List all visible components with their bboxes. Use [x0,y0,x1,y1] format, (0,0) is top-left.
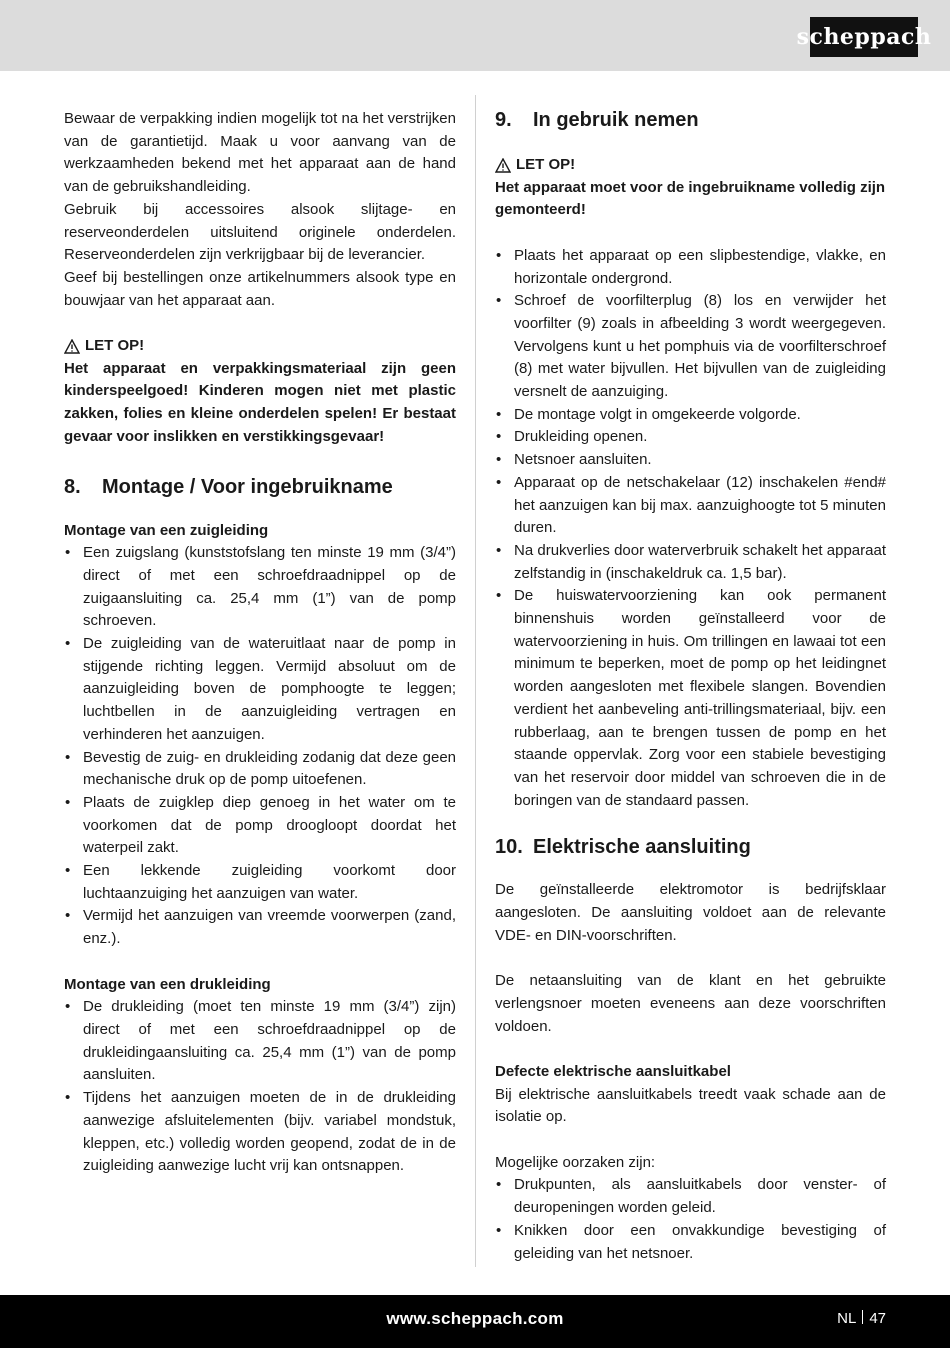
list-item: • De drukleiding (moet ten minste 19 mm (3/4”) zijn) direct of met een schroefdraadnippel op de drukleidingaansluiting ca. 25,4 mm (1”) van de pomp aansluiten. [64,996,456,1087]
website-link[interactable]: www.scheppach.com [386,1309,564,1328]
list-item: • Apparaat op de netschakelaar (12) inschakelen #end# het aanzuigen kan bij max. aanzuighoogte tot 5 minuten duren. [495,472,886,540]
warning-triangle-icon [64,339,80,354]
list-item: • Drukpunten, als aansluitkabels door venster- of deuropeningen worden geleid. [495,1174,886,1219]
body-paragraph: De netaansluiting van de klant en het gebruikte verlengsnoer moeten eveneens aan deze voorschriften voldoen. [495,972,886,1035]
body-paragraph: Bij elektrische aansluitkabels treedt vaak schade aan de isolatie op. [495,1085,886,1126]
section-10-heading: 10. Elektrische aansluiting [495,836,751,859]
page-indicator [837,1310,886,1327]
list-item: • De zuigleiding van de wateruitlaat naar de pomp in stijgende richting leggen. Vermijd absoluut om de aanzuigleiding boven de pomphoogte te leggen; luchtbellen in de aanzuigleiding vertragen en verhinderen het aanzuigen. [64,633,456,747]
right-column [495,108,886,1265]
body-paragraph: De geïnstalleerde elektromotor is bedrijfsklaar aangesloten. De aansluiting voldoet aan de relevante VDE- en DIN-voorschriften. [495,881,886,944]
list-item: • De montage volgt in omgekeerde volgorde. [495,404,886,427]
suction-heading: Montage van een zuigleiding [64,521,269,539]
suction-list [64,542,456,951]
list-item: • Een lekkende zuigleiding voorkomt door luchtaanzuiging het aanzuigen van water. [64,860,456,905]
warning-triangle-icon [495,158,511,173]
pressure-list [64,996,456,1178]
list-item: • Schroef de voorfilterplug (8) los en verwijder het voorfilter (9) zoals in afbeelding 3 wordt weergegeven. Vervolgens kunt u het pomphuis via de voorfilterschroef (8) met water bijvullen. Het bijvullen van de zuigleiding versnelt de aanzuiging. [495,290,886,404]
language-code: NL [837,1310,857,1327]
list-item: • Plaats het apparaat op een slipbestendige, vlakke, en horizontale ondergrond. [495,245,886,290]
warning-label: LET OP! [495,154,886,177]
footer-bar [0,1295,950,1348]
warning-label: LET OP! [64,335,456,358]
section-9-heading: 9. In gebruik nemen [495,109,699,131]
header-bar [0,0,950,71]
causes-intro: Mogelijke oorzaken zijn: [495,1153,656,1171]
intro-paragraph: Geef bij bestellingen onze artikelnummers alsook type en bouwjaar van het apparaat aan. [64,268,456,309]
warning-text: Het apparaat en verpakkingsmateriaal zijn geen kinderspeelgoed! Kinderen mogen niet met plastic zakken, folies en kleine onderdelen spelen! Er bestaat gevaar voor inslikken en verstikkingsgevaar! [64,359,456,445]
list-item: • Na drukverlies door waterverbruik schakelt het apparaat zelfstandig in (inschakeldruk ca. 1,5 bar). [495,540,886,585]
section-8-heading: 8. Montage / Voor ingebruikname [64,475,393,498]
cable-heading: Defecte elektrische aansluitkabel [495,1062,731,1080]
causes-list [495,1174,886,1265]
list-item: • Knikken door een onvakkundige bevestiging of geleiding van het netsnoer. [495,1220,886,1265]
list-item: • Drukleiding openen. [495,426,886,449]
brand-logo: scheppach [810,17,918,57]
list-item: • Bevestig de zuig- en drukleiding zodanig dat deze geen mechanische druk op de pomp uitoefenen. [64,747,456,792]
intro-paragraph: Bewaar de verpakking indien mogelijk tot na het verstrijken van de garantietijd. Maak u voor aanvang van de werkzaamheden bekend met het apparaat aan de hand van de gebruikshandleiding. [64,110,456,196]
startup-list [495,245,886,813]
list-item: • Een zuigslang (kunststofslang ten minste 19 mm (3/4”) direct of met een schroefdraadnippel op de zuigaansluiting ca. 25,4 mm (1”) van de pomp schroeven. [64,542,456,633]
list-item: • Vermijd het aanzuigen van vreemde voorwerpen (zand, enz.). [64,905,456,950]
column-divider [475,95,476,1267]
list-item: • De huiswatervoorziening kan ook permanent binnenshuis worden geïnstalleerd voor de watervoorziening in huis. Om trillingen en lawaai tot een minimum te beperken, moet de pomp op het leidingnet worden aangesloten met flexibele slangen. Bovendien verdient het aanbeveling anti-trillingsmateriaal, bijv. een rubberlaag, aan te brengen tussen de pomp en het staande oppervlak. Zorg voor een stabiele bevestiging van het reservoir door middel van schroeven die in de boringen van de standaard passen. [495,585,886,812]
intro-paragraph: Gebruik bij accessoires alsook slijtage- en reserveonderdelen uitsluitend originele onderdelen. Reserveonderdelen zijn verkrijgbaar bij de leverancier. [64,200,456,264]
list-item: • Netsnoer aansluiten. [495,449,886,472]
pressure-heading: Montage van een drukleiding [64,975,271,993]
list-item: • Plaats de zuigklep diep genoeg in het water om te voorkomen dat de pomp droogloopt doordat het waterpeil zakt. [64,792,456,860]
page-number: 47 [869,1310,886,1327]
left-column [64,108,456,1178]
list-item: • Tijdens het aanzuigen moeten de in de drukleiding aanwezige afsluitelementen (bijv. variabel mondstuk, kleppen, etc.) volledig worden geopend, zodat de in de zuigleiding aanwezige lucht vrij kan ontsnappen. [64,1087,456,1178]
warning-text: Het apparaat moet voor de ingebruikname volledig zijn gemonteerd! [495,178,886,219]
